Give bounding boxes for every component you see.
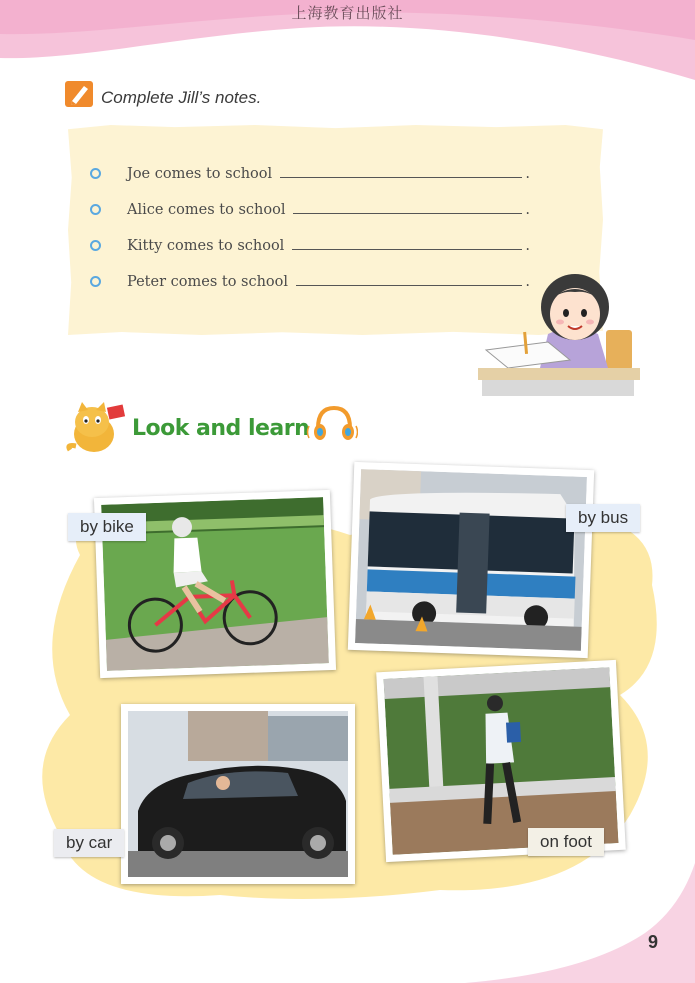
label-on-foot: on foot (528, 828, 604, 856)
bullet-circle-icon (90, 240, 101, 251)
bullet-circle-icon (90, 276, 101, 287)
label-by-bus: by bus (566, 504, 640, 532)
note-text: Joe comes to school (127, 166, 273, 182)
headphones-icon (306, 404, 358, 444)
note-text: Kitty comes to school (127, 238, 285, 254)
note-text: Peter comes to school (127, 274, 289, 290)
photo-bus (348, 462, 594, 658)
footer-corner-band (465, 863, 695, 983)
photo-car (121, 704, 355, 884)
cat-mascot-icon (66, 400, 132, 456)
note-line: Kitty comes to school . (90, 234, 530, 254)
note-line: Joe comes to school . (90, 162, 530, 182)
publisher-name: 上海教育出版社 (291, 4, 404, 22)
section-heading: Complete Jill’s notes. (101, 88, 262, 107)
answer-blank[interactable] (280, 177, 522, 178)
note-text: Alice comes to school (127, 202, 286, 218)
page-number: 9 (648, 932, 659, 952)
look-and-learn-heading: Look and learn (132, 416, 310, 441)
jill-writing-illustration (478, 272, 646, 398)
label-by-car: by car (54, 829, 124, 857)
note-line: Peter comes to school . (90, 270, 530, 290)
answer-blank[interactable] (293, 213, 522, 214)
label-by-bike: by bike (68, 513, 146, 541)
answer-blank[interactable] (292, 249, 522, 250)
note-line: Alice comes to school . (90, 198, 530, 218)
bullet-circle-icon (90, 168, 101, 179)
bullet-circle-icon (90, 204, 101, 215)
pencil-icon (65, 81, 93, 107)
